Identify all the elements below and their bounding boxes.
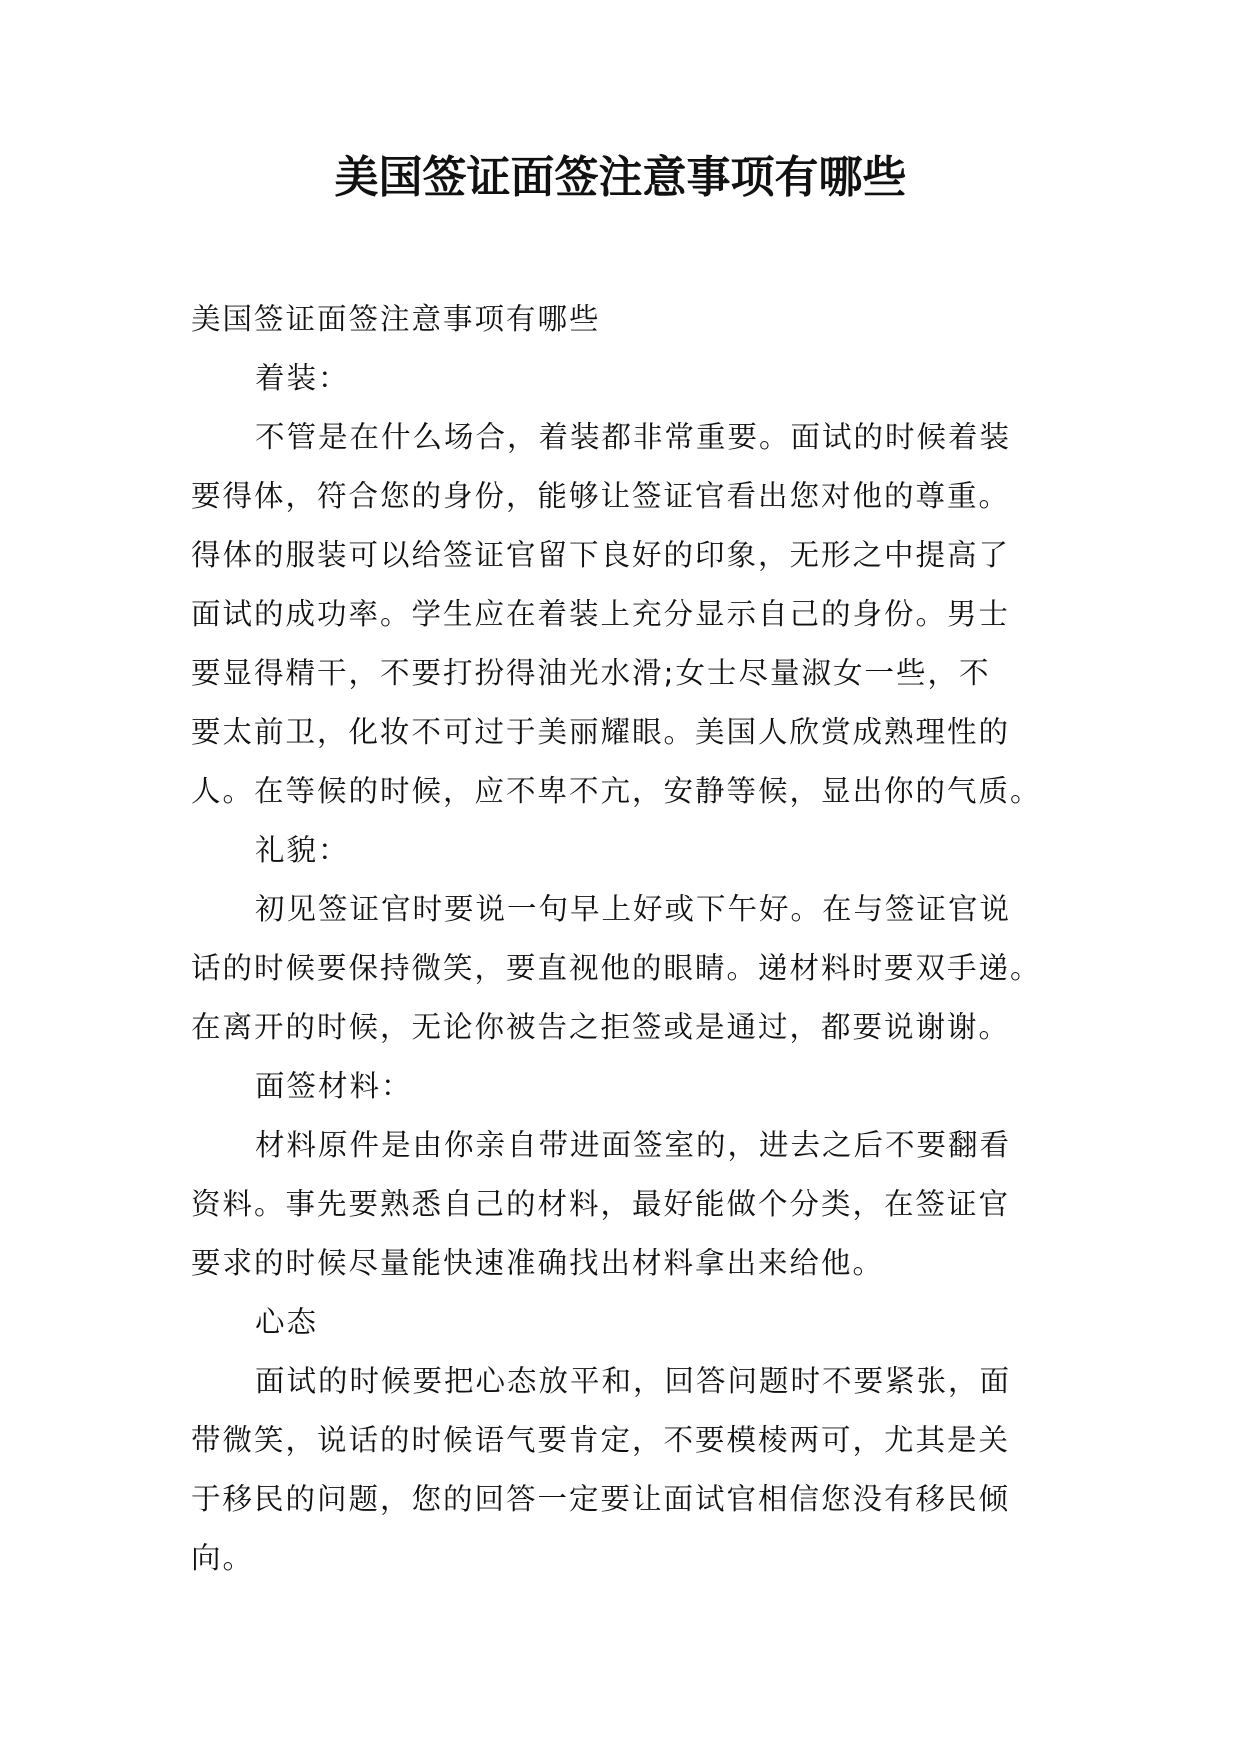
- section-heading: 心态: [255, 1305, 319, 1339]
- body-line: 面试的时候要把心态放平和，回答问题时不要紧张，面: [255, 1364, 1012, 1398]
- body-line: 资料。事先要熟悉自己的材料，最好能做个分类，在签证官: [191, 1187, 1011, 1221]
- body-line: 带微笑，说话的时候语气要肯定，不要模棱两可，尤其是关: [191, 1423, 1011, 1457]
- body-line: 要得体，符合您的身份，能够让签证官看出您对他的尊重。: [191, 479, 1011, 513]
- body-line: 在离开的时候，无论你被告之拒签或是通过，都要说谢谢。: [191, 1010, 1011, 1044]
- body-line: 要求的时候尽量能快速准确找出材料拿出来给他。: [191, 1246, 885, 1280]
- body-line: 于移民的问题，您的回答一定要让面试官相信您没有移民倾: [191, 1482, 1011, 1516]
- body-line: 不管是在什么场合，着装都非常重要。面试的时候着装: [255, 420, 1012, 454]
- section-heading: 着装：: [255, 361, 350, 395]
- body-line: 话的时候要保持微笑，要直视他的眼睛。递材料时要双手递。: [191, 951, 1042, 985]
- body-line: 美国签证面签注意事项有哪些: [191, 302, 601, 336]
- body-line: 要太前卫，化妆不可过于美丽耀眼。美国人欣赏成熟理性的: [191, 715, 1011, 749]
- section-heading: 面签材料：: [255, 1069, 413, 1103]
- body-line: 人。在等候的时候，应不卑不亢，安静等候，显出你的气质。: [191, 774, 1042, 808]
- body-line: 向。: [191, 1541, 255, 1575]
- section-heading: 礼貌：: [255, 833, 350, 867]
- document-body: [191, 290, 1071, 1588]
- body-line: 面试的成功率。学生应在着装上充分显示自己的身份。男士: [191, 597, 1011, 631]
- body-line: 初见签证官时要说一句早上好或下午好。在与签证官说: [255, 892, 1012, 926]
- body-line: 得体的服装可以给签证官留下良好的印象，无形之中提高了: [191, 538, 1011, 572]
- body-line: 要显得精干，不要打扮得油光水滑;女士尽量淑女一些，不: [191, 656, 991, 690]
- document-title: 美国签证面签注意事项有哪些: [334, 152, 907, 203]
- body-line: 材料原件是由你亲自带进面签室的，进去之后不要翻看: [255, 1128, 1012, 1162]
